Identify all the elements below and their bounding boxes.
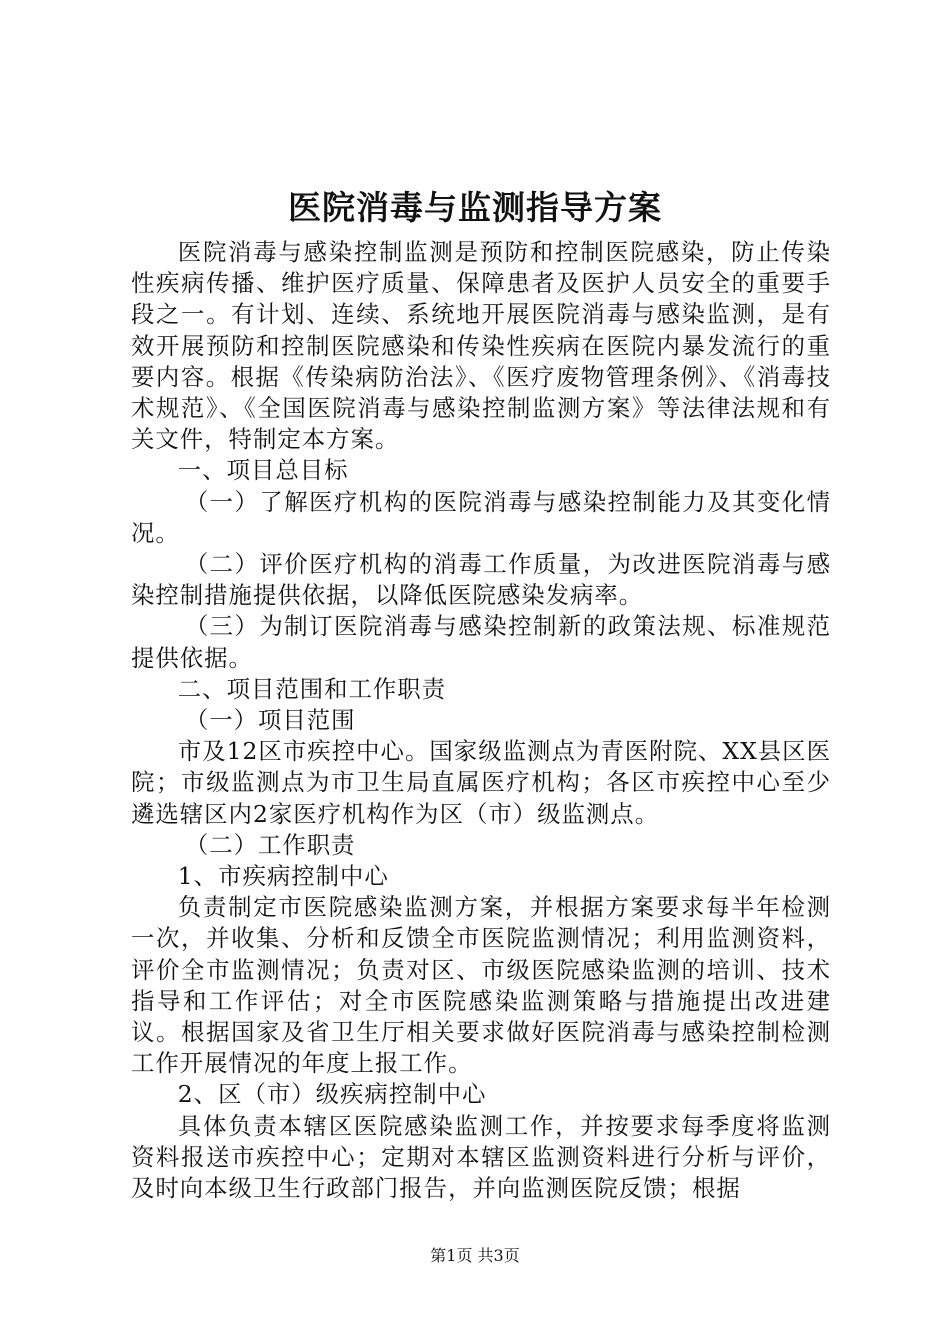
subheading-duties: （二）工作职责 (184, 830, 356, 859)
document-body (131, 237, 831, 1204)
duty-heading-district-cdc: 2、区（市）级疾病控制中心 (177, 1080, 487, 1109)
city-cdc-paragraph: 负责制定市医院感染监测方案，并根据方案要求每半年检测一次，并收集、分析和反馈全市医院监测情况；利用监测资料，评价全市监测情况；负责对区、市级医院感染监测的培训、技术指导和工作评估；对全市医院感染监测策略与措施提出改进建议。根据国家及省卫生厅相关要求做好医院消毒与感染控制检测工作开展情况的年度上报工作。 (131, 893, 831, 1078)
goal-item-3: （三）为制订医院消毒与感染控制新的政策法规、标准规范提供依据。 (131, 612, 831, 672)
scope-paragraph: 市及12区市疾控中心。国家级监测点为青医附院、XX县区医院；市级监测点为市卫生局直属医疗机构；各区市疾控中心至少遴选辖区内2家医疗机构作为区（市）级监测点。 (131, 737, 831, 828)
document-title: 医院消毒与监测指导方案 (288, 188, 662, 227)
subheading-scope: （一）项目范围 (184, 706, 356, 735)
page-number-footer: 第1页 共3页 (430, 1246, 520, 1265)
duty-heading-city-cdc: 1、市疾病控制中心 (177, 862, 389, 891)
intro-paragraph: 医院消毒与感染控制监测是预防和控制医院感染，防止传染性疾病传播、维护医疗质量、保障患者及医护人员安全的重要手段之一。有计划、连续、系统地开展医院消毒与感染监测，是有效开展预防和控制医院感染和传染性疾病在医院内暴发流行的重要内容。根据《传染病防治法》、《医疗废物管理条例》、《消毒技术规范》、《全国医院消毒与感染控制监测方案》等法律法规和有关文件，特制定本方案。 (131, 238, 831, 454)
section-heading-scope: 二、项目范围和工作职责 (177, 674, 447, 703)
goal-item-2: （二）评价医疗机构的消毒工作质量，为改进医院消毒与感染控制措施提供依据，以降低医院感染发病率。 (131, 550, 831, 610)
district-cdc-paragraph: 具体负责本辖区医院感染监测工作，并按要求每季度将监测资料报送市疾控中心；定期对本辖区监测资料进行分析与评价，及时向本级卫生行政部门报告，并向监测医院反馈；根据 (131, 1111, 831, 1203)
section-heading-goals: 一、项目总目标 (177, 456, 349, 485)
goal-item-1: （一）了解医疗机构的医院消毒与感染控制能力及其变化情况。 (131, 487, 831, 547)
